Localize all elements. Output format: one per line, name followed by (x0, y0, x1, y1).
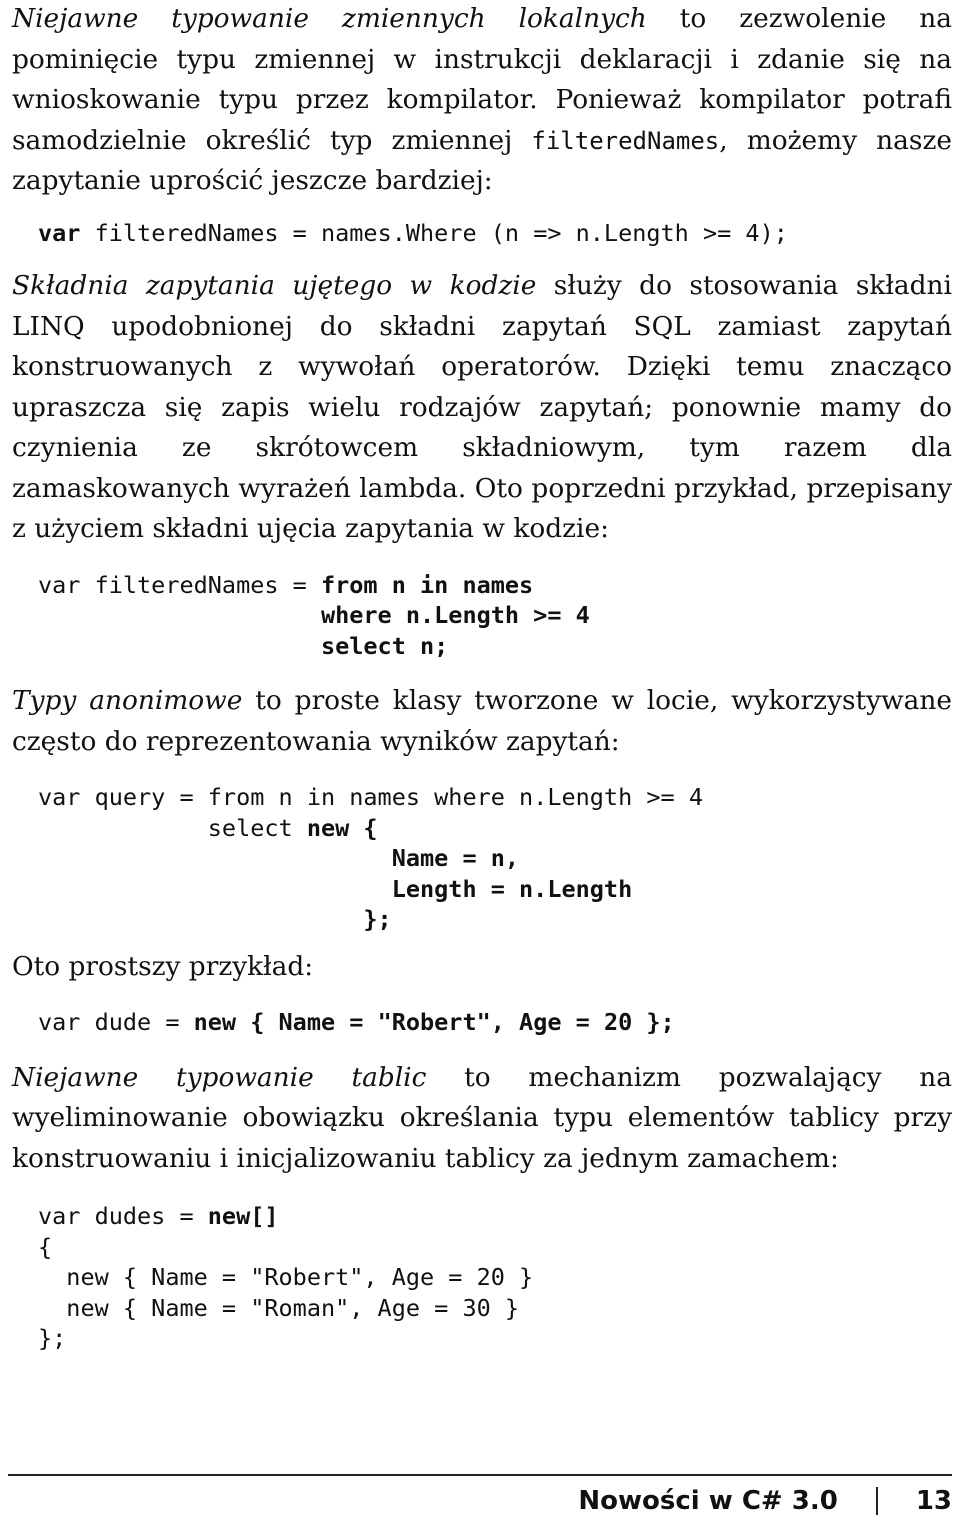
inline-code-filterednames: filteredNames (531, 126, 720, 155)
code-bold: Name = n, (38, 844, 520, 872)
footer-rule (8, 1474, 952, 1476)
running-title: Nowości w C# 3.0 (578, 1486, 838, 1516)
code-block-dudes (12, 1201, 952, 1354)
code-text: new { Name = "Robert", Age = 20 } (38, 1263, 534, 1291)
code-bold: new { Name = "Robert", Age = 20 }; (193, 1008, 675, 1036)
code-text: new { Name = "Roman", Age = 30 } (38, 1293, 520, 1322)
page-body (12, 0, 952, 1354)
code-bold: new[] (207, 1202, 279, 1230)
paragraph-text: Oto prostszy przykład: (12, 950, 314, 982)
code-block-where (12, 218, 952, 249)
code-block-anonymous (12, 782, 952, 935)
code-text: var filteredNames = (38, 570, 321, 599)
code-text: filteredNames = names.Where (n => n.Length >= 4); (80, 218, 788, 247)
term-implicit-local-typing: Niejawne typowanie zmiennych lokalnych (12, 3, 647, 34)
paragraph-implicit-local-typing (12, 0, 952, 202)
term-implicit-arrays: Niejawne typowanie tablic (12, 1061, 427, 1093)
code-bold: new { (306, 813, 378, 842)
code-text: var dudes = (38, 1202, 208, 1230)
code-text: var query = from n in names where n.Length >= 4 (38, 783, 703, 811)
paragraph-simpler-example (12, 947, 952, 988)
code-text: var dude = (38, 1008, 194, 1036)
page-number: 13 (915, 1486, 952, 1516)
paragraph-anonymous-types (12, 681, 952, 762)
paragraph-implicit-arrays (12, 1058, 952, 1180)
paragraph-text: to mechanizm pozwalający na wyeliminowanie obowiązku określania typu elementów tablicy przy konstruowaniu i inicjalizowaniu tablicy za jednym zamachem: (12, 1061, 952, 1174)
code-text: select (38, 813, 307, 842)
code-text: { (38, 1232, 53, 1261)
term-query-syntax: Składnia zapytania ujętego w kodzie (12, 270, 537, 301)
code-bold: }; (38, 905, 392, 933)
term-anonymous-types: Typy anonimowe (12, 685, 243, 716)
code-bold: Length = n.Length (38, 874, 633, 903)
code-bold: select n; (38, 631, 449, 660)
paragraph-text: to proste klasy tworzone w locie, wykorzystywane często do reprezentowania wyników zapytań: (12, 685, 952, 757)
code-block-dude (12, 1007, 952, 1038)
code-bold: where n.Length >= 4 (38, 601, 590, 629)
paragraph-query-syntax (12, 266, 952, 550)
paragraph-text: to zezwolenie na pominięcie typu zmiennej w instrukcji deklaracji i zdanie się na wnioskowanie typu przez kompilator. Ponieważ kompilator potrafi samodzielnie określić typ zmiennej (12, 3, 952, 156)
code-text: }; (38, 1324, 67, 1352)
paragraph-text: służy do stosowania składni LINQ upodobnionej do składni zapytań SQL zamiast zapytań konstruowanych z wywołań operatorów. Dzięki temu znacząco upraszcza się zapis wielu rodzajów zapytań; ponownie mamy do czynienia ze skrótowcem składniowym, tym razem dla zamaskowanych wyrażeń lambda. Oto poprzedni przykład, przepisany z użyciem składni ujęcia zapytania w kodzie: (12, 270, 952, 544)
page-footer (578, 1486, 952, 1516)
code-block-query-syntax (12, 570, 952, 662)
code-keyword: var (38, 218, 81, 247)
paragraph-text: , możemy nasze zapytanie uprościć jeszcze bardziej: (12, 124, 952, 196)
footer-separator (876, 1487, 878, 1515)
code-bold: from n in names (320, 570, 534, 599)
